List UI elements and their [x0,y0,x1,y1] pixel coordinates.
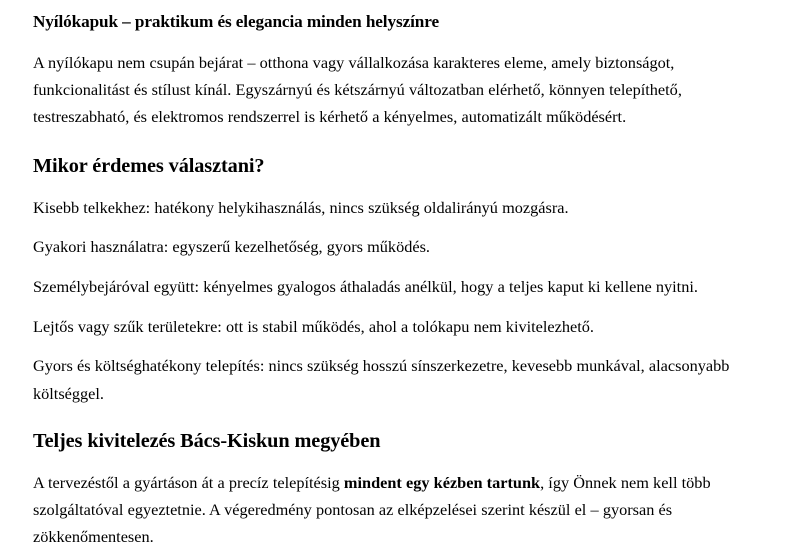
article-title: Nyílókapuk – praktikum és elegancia minden helyszínre [33,12,439,31]
benefit-item-4: Lejtős vagy szűk területekre: ott is stabil működés, ahol a tolókapu nem kivitelezhető. [33,316,594,336]
article-content [33,0,769,550]
intro-paragraph: A nyílókapu nem csupán bejárat – otthona vagy vállalkozása karakteres eleme, amely biztonságot, funkcionalitást és stílust kínál. Egyszárnyú és kétszárnyú változatban elérhető, könnyen telepíthető, testreszabható, és elektromos rendszerrel is kérhető a kényelmes, automatizált működésért. [33,53,682,127]
closing-text-emphasis: mindent egy kézben tartunk [343,472,541,492]
section-heading-full-service: Teljes kivitelezés Bács-Kiskun megyében [33,429,381,452]
section-heading-when-to-choose: Mikor érdemes választani? [33,154,265,177]
benefit-item-3: Személybejáróval együtt: kényelmes gyalogos áthaladás anélkül, hogy a teljes kaput ki kellene nyitni. [33,277,698,297]
benefit-item-5: Gyors és költséghatékony telepítés: nincs szükség hosszú sínszerkezetre, kevesebb munkával, alacsonyabb költséggel. [33,356,730,403]
closing-paragraph [33,469,769,550]
benefit-item-1: Kisebb telkekhez: hatékony helykihasználás, nincs szükség oldalirányú mozgásra. [33,197,569,217]
closing-text-part-1: A tervezéstől a gyártáson át a precíz telepítésig [33,472,344,492]
closing-text-part-2: , így Önnek nem kell több szolgáltatóval egyeztetnie. A végeredmény pontosan az elképzelései szerint készül el – gyorsan és zökkenőmentesen. [33,472,711,547]
benefit-item-2: Gyakori használatra: egyszerű kezelhetőség, gyors működés. [33,237,430,257]
